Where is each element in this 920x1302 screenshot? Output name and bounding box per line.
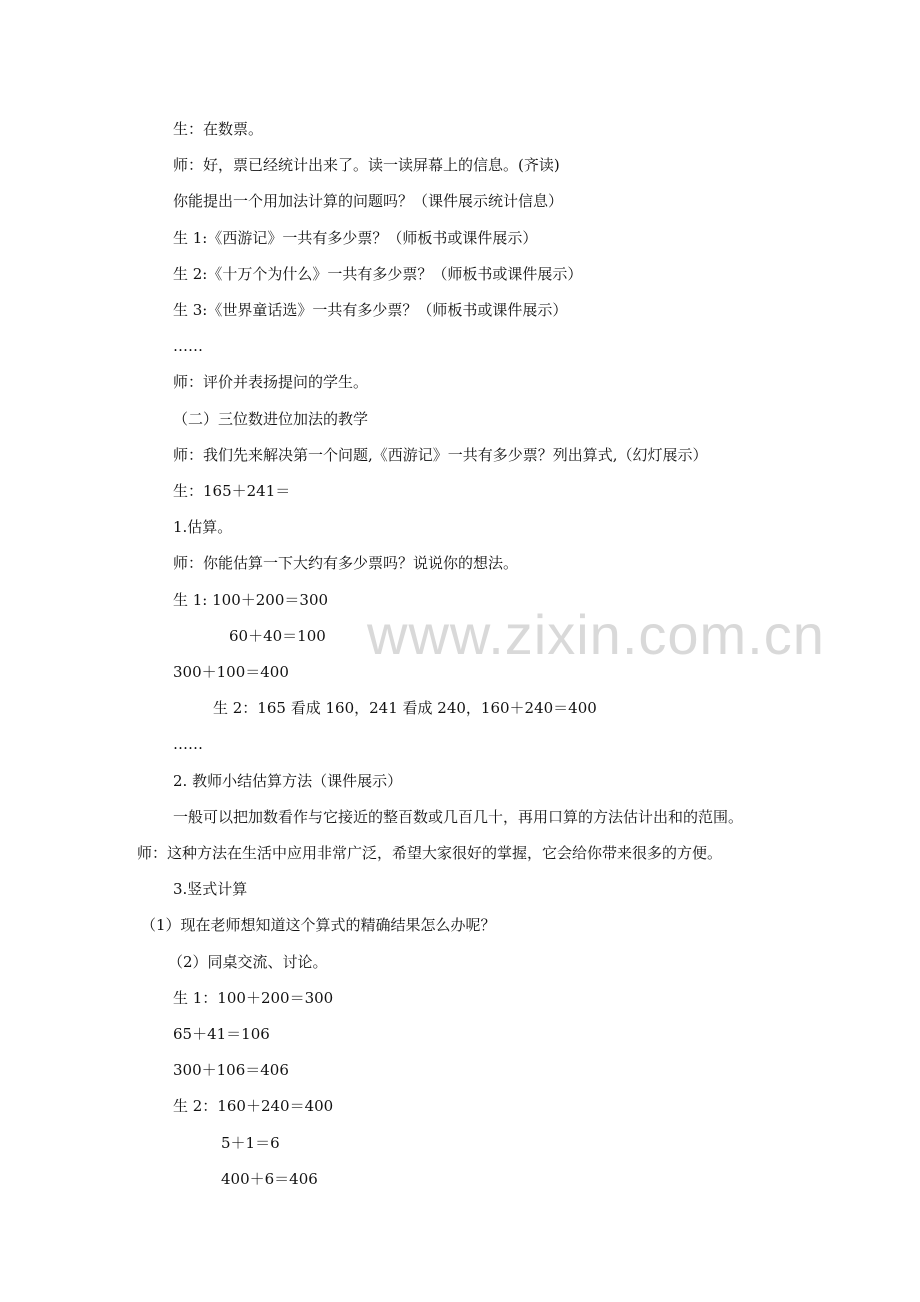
line-calc-step-3: 300＋106＝406 bbox=[173, 1061, 289, 1079]
line-student-equation: 生：165＋241＝ bbox=[173, 482, 291, 500]
line-student2-estimate: 生 2：165 看成 160，241 看成 240，160＋240＝400 bbox=[213, 699, 597, 717]
line-estimate-step-3: 300＋100＝400 bbox=[173, 663, 289, 681]
line-student-counting: 生：在数票。 bbox=[173, 120, 264, 138]
section-heading-carry-addition: （二）三位数进位加法的教学 bbox=[173, 410, 369, 428]
subheading-vertical-calculation: 3.竖式计算 bbox=[173, 880, 248, 898]
line-teacher-praise: 师：评价并表扬提问的学生。 bbox=[173, 373, 369, 391]
line-student2-question: 生 2:《十万个为什么》一共有多少票？（师板书或课件展示） bbox=[173, 265, 583, 283]
line-student1-estimate: 生 1: 100＋200＝300 bbox=[173, 591, 329, 609]
line-student2-calc: 生 2：160＋240＝400 bbox=[173, 1097, 334, 1115]
line-estimate-step-2: 60＋40＝100 bbox=[229, 627, 326, 645]
line-student1-question: 生 1:《西游记》一共有多少票？（师板书或课件展示） bbox=[173, 229, 538, 247]
line-desk-discussion: （2）同桌交流、讨论。 bbox=[168, 953, 328, 971]
line-question-prompt: 你能提出一个用加法计算的问题吗？（课件展示统计信息） bbox=[173, 192, 564, 210]
line-exact-result-question: （1）现在老师想知道这个算式的精确结果怎么办呢？ bbox=[141, 916, 496, 934]
line-calc-step-5: 5＋1＝6 bbox=[221, 1134, 280, 1152]
line-teacher-method-usage: 师：这种方法在生活中应用非常广泛，希望大家很好的掌握，它会给你带来很多的方便。 bbox=[137, 844, 723, 862]
subheading-estimate: 1.估算。 bbox=[173, 518, 233, 536]
line-teacher-read-screen: 师：好，票已经统计出来了。读一读屏幕上的信息。(齐读) bbox=[173, 156, 560, 174]
line-teacher-estimate-question: 师：你能估算一下大约有多少票吗？说说你的想法。 bbox=[173, 554, 519, 572]
watermark: www.zixin.com.cn bbox=[367, 603, 825, 666]
line-ellipsis-1: …… bbox=[173, 337, 203, 355]
line-student1-calc: 生 1：100＋200＝300 bbox=[173, 989, 334, 1007]
line-ellipsis-2: …… bbox=[173, 735, 203, 753]
line-student3-question: 生 3:《世界童话选》一共有多少票？（师板书或课件展示） bbox=[173, 301, 568, 319]
line-calc-step-2: 65＋41＝106 bbox=[173, 1025, 270, 1043]
subheading-teacher-summary: 2. 教师小结估算方法（课件展示） bbox=[173, 772, 403, 790]
line-teacher-first-problem: 师：我们先来解决第一个问题,《西游记》一共有多少票？列出算式,（幻灯展示） bbox=[173, 446, 708, 464]
line-estimate-method: 一般可以把加数看作与它接近的整百数或几百几十，再用口算的方法估计出和的范围。 bbox=[173, 808, 744, 826]
line-calc-step-6: 400＋6＝406 bbox=[221, 1170, 318, 1188]
